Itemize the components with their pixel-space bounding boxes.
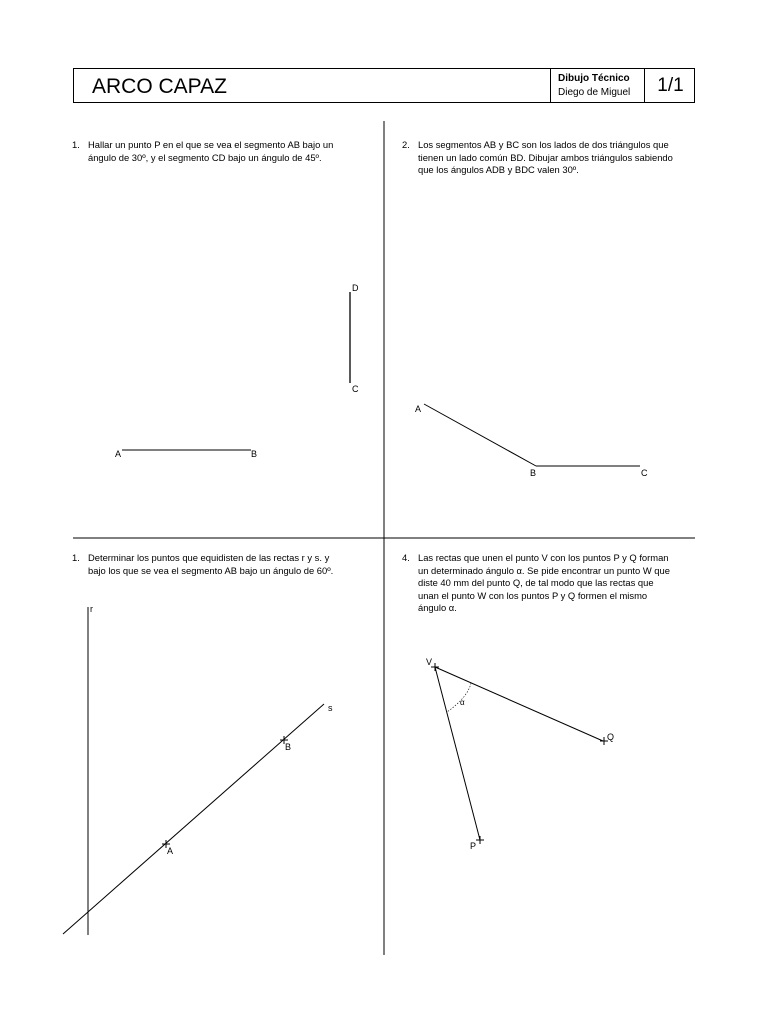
problem-3-drawing xyxy=(63,604,333,935)
subject-name: Dibujo Técnico xyxy=(558,73,630,84)
segment-ab xyxy=(424,404,536,466)
page-number: 1/1 xyxy=(657,75,684,96)
statement-line: diste 40 mm del punto Q, de tal modo que las rectas que xyxy=(418,577,654,588)
segment-vp xyxy=(435,667,480,840)
statement-line: Los segmentos AB y BC son los lados de dos triángulos que xyxy=(418,139,669,150)
point-v-label: V xyxy=(426,657,433,667)
statement-line: Determinar los puntos que equidisten de las rectas r y s. y xyxy=(88,552,330,563)
line-s xyxy=(63,704,324,934)
point-d-label: D xyxy=(352,283,359,293)
statement-line: unan el punto W con los puntos P y Q formen el mismo xyxy=(418,589,648,601)
problem-number: 1. xyxy=(72,139,80,150)
statement-line: ángulo α. xyxy=(418,602,457,613)
point-p-marker xyxy=(476,836,484,844)
statement-line: ángulo de 30º, y el segmento CD bajo un ángulo de 45º. xyxy=(88,151,322,163)
statement-line: Hallar un punto P en el que se vea el segmento AB bajo un xyxy=(88,139,334,150)
problem-number: 4. xyxy=(402,552,410,563)
point-a-label: A xyxy=(415,404,422,414)
angle-alpha-arc xyxy=(447,683,471,712)
point-p-label: P xyxy=(470,841,477,851)
point-q-label: Q xyxy=(607,732,615,742)
line-r-label: r xyxy=(90,604,93,614)
point-b-label: B xyxy=(251,449,258,459)
statement-line: que los ángulos ADB y BDC valen 30º. xyxy=(418,164,579,175)
line-s-label: s xyxy=(328,703,333,713)
point-v-marker xyxy=(431,663,439,671)
point-a-label: A xyxy=(167,846,174,856)
point-c-label: C xyxy=(641,468,648,478)
sheet-title: ARCO CAPAZ xyxy=(92,75,227,98)
statement-line: bajo los que se vea el segmento AB bajo un ángulo de 60º. xyxy=(88,564,334,576)
point-b-label: B xyxy=(285,742,292,752)
problem-2-drawing xyxy=(415,404,648,478)
point-c-label: C xyxy=(352,384,359,394)
problem-1-drawing xyxy=(115,283,359,459)
point-a-label: A xyxy=(115,449,122,459)
problem-4-drawing xyxy=(426,657,614,851)
author-name: Diego de Miguel xyxy=(558,87,631,98)
statement-line: Las rectas que unen el punto V con los puntos P y Q forman xyxy=(418,552,669,563)
problem-number: 1. xyxy=(72,552,80,563)
angle-alpha-label: α xyxy=(460,698,465,707)
statement-line: un determinado ángulo α. Se pide encontrar un punto W que xyxy=(418,564,670,576)
problem-number: 2. xyxy=(402,139,410,150)
statement-line: tienen un lado común BD. Dibujar ambos triángulos sabiendo xyxy=(418,151,673,163)
point-b-label: B xyxy=(530,468,537,478)
